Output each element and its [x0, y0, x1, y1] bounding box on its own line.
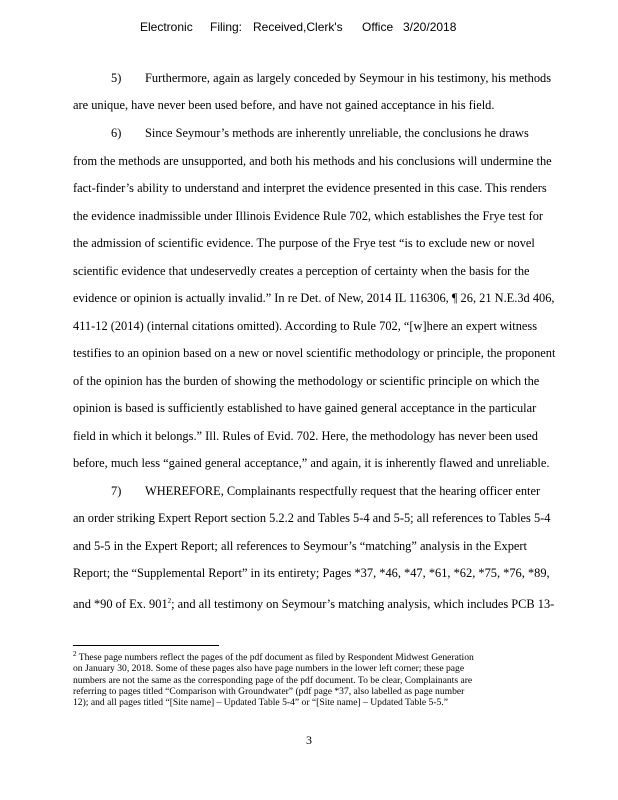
paragraph-6-line: 6) Since Seymour’s methods are inherently unreliable, the conclusions he draws — [111, 126, 529, 140]
paragraph-7-line: and 5-5 in the Expert Report; all references to Seymour’s “matching” analysis in the Expert — [73, 539, 527, 553]
header-electronic: Electronic — [140, 20, 193, 34]
paragraph-7-line: Report; the “Supplemental Report” in its entirety; Pages *37, *46, *47, *61, *62, *75, *76, *89, — [73, 566, 550, 580]
paragraph-5-line: 5) Furthermore, again as largely conceded by Seymour in his testimony, his methods — [111, 71, 552, 85]
paragraph-6-line: scientific evidence that undeservedly creates a perception of certainty when the basis for the — [73, 264, 530, 278]
header-office: Office — [362, 20, 394, 34]
header-date: 3/20/2018 — [403, 20, 457, 34]
paragraph-5-line: are unique, have never been used before, and have not gained acceptance in his field. — [73, 98, 495, 112]
paragraph-7-line: 7) WHEREFORE, Complainants respectfully request that the hearing officer enter — [111, 484, 541, 498]
footnote-line: numbers are not the same as the corresponding page of the pdf document. To be clear, Complainants are — [73, 674, 473, 686]
footnote-line: referring to pages titled “Comparison with Groundwater” (pdf page *37, also labelled as page number — [73, 685, 465, 697]
paragraph-6-line: from the methods are unsupported, and both his methods and his conclusions will undermine the — [73, 154, 552, 168]
header-filing: Filing: — [210, 20, 243, 34]
paragraph-6-line: opinion is based is sufficiently established to have gained general acceptance in the particular — [73, 401, 537, 415]
paragraph-6-line: field in which it belongs.” Ill. Rules of Evid. 702. Here, the methodology has never been used — [73, 429, 538, 443]
paragraph-7-line: and *90 of Ex. $901^2$; and all testimony on Seymour’s matching analysis, which includes PCB 13- — [73, 597, 555, 612]
paragraph-7-line: an order striking Expert Report section 5.2.2 and Tables 5-4 and 5-5; all references to Tables 5-4 — [73, 511, 551, 525]
paragraph-6-line: before, much less “gained general acceptance,” and again, it is inherently flawed and unreliable. — [73, 456, 550, 470]
footnote — [73, 649, 573, 708]
paragraph-6-line: 411-12 (2014) (internal citations omitted). According to Rule 702, “[w]here an expert witness — [73, 319, 538, 333]
page-number: 3 — [306, 733, 312, 747]
footnote-divider — [73, 645, 219, 646]
paragraph-6-line: of the opinion has the burden of showing the methodology or scientific principle on which the — [73, 374, 540, 388]
footnote-line: 12); and all pages titled “[Site name] – Updated Table 5-4” or “[Site name] – Updated Table 5-5.” — [73, 697, 448, 708]
paragraph-6-line: the evidence inadmissible under Illinois Evidence Rule 702, which establishes the Frye test for — [73, 209, 544, 223]
footnote-mark: 2 — [73, 650, 77, 658]
footnote-reference[interactable]: 2 — [167, 597, 172, 605]
paragraph-6-line: testifies to an opinion based on a new or novel scientific methodology or principle, the proponent — [73, 346, 556, 360]
paragraph-6-line: the admission of scientific evidence. The purpose of the Frye test “is to exclude new or novel — [73, 236, 535, 250]
paragraph-6-line: fact-finder’s ability to understand and interpret the evidence presented in this case. This renders — [73, 181, 547, 195]
header-received: Received,Clerk's — [253, 20, 343, 34]
footnote-line: on January 30, 2018. Some of these pages also have page numbers in the lower left corner; these page — [73, 663, 465, 675]
paragraph-6-line: evidence or opinion is actually invalid.” In re Det. of New, 2014 IL 116306, ¶ 26, 21 N.E.3d 406, — [73, 291, 555, 305]
footnote-line: $^2$ These page numbers reflect the pages of the pdf document as filed by Respondent Midwest Generation — [73, 650, 474, 664]
